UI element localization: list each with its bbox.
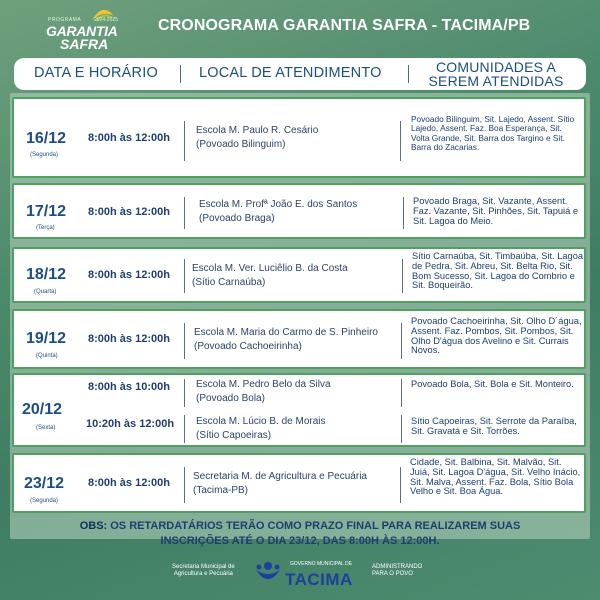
- column-header-date: DATA E HORÁRIO: [34, 65, 158, 81]
- row-communities-a: Povoado Bola, Sit. Bola e Sit. Monteiro.: [411, 379, 574, 389]
- gov-label: GOVERNO MUNICIPAL DE: [290, 561, 352, 567]
- row-divider: [184, 259, 185, 293]
- row-weekday: (Quinta): [36, 353, 58, 359]
- row-date: 20/12: [22, 401, 63, 418]
- row-divider: [403, 197, 404, 229]
- row-divider: [402, 259, 403, 293]
- admin-line2: PARA O POVO: [372, 571, 413, 577]
- footer: [0, 558, 600, 600]
- row-divider: [184, 197, 185, 229]
- row-communities-b: Sítio Capoeiras, Sit. Serrote da Paraíba, Sit. Gravatá e Sit. Torrões.: [411, 416, 577, 436]
- column-header-bar: [14, 58, 586, 90]
- secretaria-line2: Agricultura e Pecuária: [173, 571, 233, 577]
- row-divider: [184, 379, 185, 407]
- schedule-row: [12, 97, 586, 178]
- schedule-row: [12, 247, 586, 303]
- row-location-name: Escola M. Ver. Luciêlio B. da Costa: [192, 263, 348, 274]
- column-header-communities: COMUNIDADES A SEREM ATENDIDAS: [428, 59, 564, 89]
- row-location-area: (Povoado Braga): [199, 213, 275, 224]
- logo-line1: GARANTIA: [46, 23, 118, 39]
- row-date: 17/12: [26, 203, 67, 220]
- row-location-area: (Tacima-PB): [193, 485, 249, 496]
- row-divider: [184, 467, 185, 503]
- row-time: 8:00h às 12:00h: [88, 269, 170, 281]
- column-divider: [408, 65, 409, 83]
- row-divider: [401, 379, 402, 407]
- row-location-area: (Povoado Cachoeirinha): [194, 341, 302, 352]
- row-location-name: Escola M. Maria do Carmo de S. Pinheiro: [194, 327, 378, 338]
- row-weekday: (Sexta): [36, 425, 56, 431]
- row-location-name: Escola M. Profª João E. dos Santos: [199, 199, 358, 210]
- row-communities: Sítio Carnaúba, Sit. Timbaúba, Sit. Lagoa de Pedra, Sit. Abreu, Sit. Belta Rio, Sit. Bom Sucesso, Sit. Lagoa do Combrio e Sit. Boqueirão.: [412, 251, 584, 291]
- column-header-location: LOCAL DE ATENDIMENTO: [199, 65, 382, 81]
- tacima-emblem-icon: [254, 558, 282, 584]
- row-divider: [401, 415, 402, 443]
- row-weekday: (Segunda): [30, 152, 59, 158]
- schedule-row: [12, 309, 586, 369]
- row-location-area: (Sítio Carnaúba): [192, 277, 266, 288]
- row-date: 18/12: [26, 266, 67, 283]
- secretaria-label: [172, 564, 235, 578]
- obs-label: OBS:: [79, 520, 108, 532]
- obs-line1: [0, 519, 600, 534]
- row-location-name: Secretaria M. de Agricultura e Pecuária: [193, 471, 367, 482]
- row-divider: [400, 467, 401, 503]
- row-date: 23/12: [24, 475, 65, 492]
- secretaria-line1: Secretaria Municipal de: [172, 564, 235, 570]
- row-date: 16/12: [26, 130, 67, 147]
- obs-text-line1: OS RETARDATÁRIOS TERÃO COMO PRAZO FINAL PARA REALIZAREM SUAS: [110, 520, 521, 532]
- row-location-a-name: Escola M. Pedro Belo da Silva: [196, 379, 331, 390]
- row-communities: Povoado Bilinguim, Sit. Lajedo, Assent. Sítio Lajedo, Assent. Faz. Boa Esperança, Sit. Volta Grande, Sit. Barra dos Targino e Sit. Barra do Zacarias.: [411, 114, 575, 153]
- row-time-b: 10:20h às 12:00h: [86, 418, 175, 430]
- row-weekday: (Segunda): [30, 498, 59, 504]
- page-title: CRONOGRAMA GARANTIA SAFRA - TACIMA/PB: [158, 17, 531, 34]
- row-location-b-name: Escola M. Lúcio B. de Morais: [196, 416, 326, 427]
- row-divider: [400, 121, 401, 161]
- row-communities: Povoado Cachoeirinha, Sit. Olho D´água, Assent. Faz. Pombos, Sit. Pombos, Sit. Olho D'água dos Avelino e Sit. Currais Novos.: [411, 316, 582, 356]
- row-divider: [184, 323, 185, 359]
- schedule-row: [12, 183, 586, 239]
- logo-years-text: 2024-2025: [94, 17, 118, 23]
- tacima-logo-text: TACIMA: [285, 570, 353, 589]
- row-divider: [401, 323, 402, 359]
- row-weekday: (Quarta): [34, 289, 57, 295]
- row-time-a: 8:00h às 10:00h: [88, 381, 170, 393]
- obs-text-line2: INSCRIÇÕES ATÉ O DIA 23/12, DAS 8:00H ÀS 12:00H.: [160, 535, 440, 547]
- row-date: 19/12: [26, 330, 67, 347]
- logo-program-text: PROGRAMA: [48, 17, 82, 23]
- row-communities: Cidade, Sit. Balbina, Sit. Malvão, Sit. Juiá, Sit. Lagoa D'água, Sit. Velho Inácio, Sit. Malva, Assent. Faz. Bola, Sítio Bola Velho e Sit. Boa Água.: [410, 457, 581, 497]
- garantia-safra-logo: [38, 6, 134, 52]
- logo-line2: SAFRA: [60, 36, 109, 52]
- header: [0, 0, 600, 58]
- row-divider: [184, 121, 185, 161]
- row-time: 8:00h às 12:00h: [88, 333, 170, 345]
- schedule-row: [12, 373, 586, 447]
- admin-line1: ADMINISTRANDO: [372, 564, 423, 570]
- row-location-a-area: (Povoado Bola): [196, 393, 265, 404]
- obs-note: [0, 519, 600, 549]
- row-weekday: (Terça): [36, 225, 55, 231]
- schedule-row: [12, 453, 586, 513]
- column-divider: [180, 65, 181, 83]
- admin-slogan: [372, 564, 422, 578]
- row-time: 8:00h às 12:00h: [88, 132, 170, 144]
- row-communities: Povoado Braga, Sit. Vazante, Assent. Faz. Vazante, Sit. Pinhões, Sit. Tapuiá e Sit. Lagoa do Meio.: [413, 196, 579, 226]
- row-time: 8:00h às 12:00h: [88, 206, 170, 218]
- row-location-b-area: (Sítio Capoeiras): [196, 430, 272, 441]
- row-divider: [184, 415, 185, 443]
- row-location-area: (Povoado Bilinguim): [196, 139, 286, 150]
- row-location-name: Escola M. Paulo R. Cesário: [196, 125, 319, 136]
- row-time: 8:00h às 12:00h: [88, 477, 170, 489]
